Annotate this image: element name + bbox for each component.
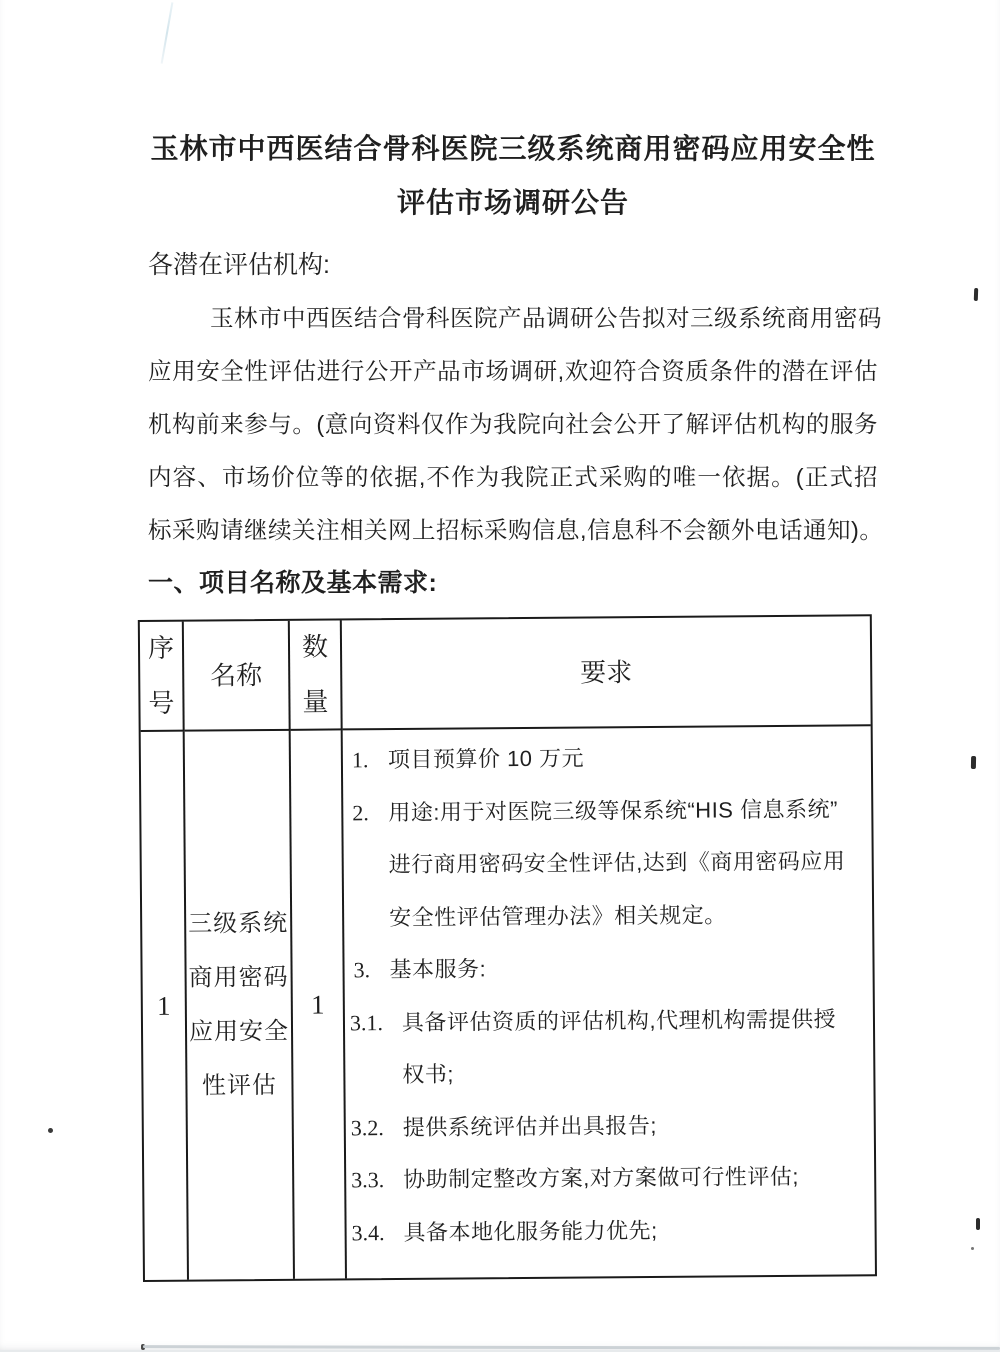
table-header-requirements: 要求 <box>342 616 871 730</box>
requirement-marker: 3.3. <box>351 1167 385 1193</box>
requirement-text: 提供系统评估并出具报告; <box>402 1112 658 1140</box>
requirement-text: 具备本地化服务能力优先; <box>403 1217 658 1245</box>
scan-speck <box>48 1128 53 1133</box>
title-line-1: 玉林市中西医结合骨科医院三级系统商用密码应用安全性 <box>150 133 876 164</box>
requirement-marker: 1. <box>351 747 369 773</box>
salutation: 各潜在评估机构: <box>148 251 330 279</box>
requirement-marker: 3.2. <box>350 1114 384 1140</box>
name-line: 应用安全 <box>188 1017 290 1046</box>
paragraph-line: 机构前来参与。(意向资料仅作为我院向社会公开了解评估机构的服务 <box>148 411 878 437</box>
requirement-marker: 3.1. <box>349 1009 384 1035</box>
requirement-item-2 <box>348 783 870 945</box>
section-heading: 一、项目名称及基本需求: <box>148 569 438 597</box>
title-line-2: 评估市场调研公告 <box>396 187 629 218</box>
requirement-text: 具备评估资质的评估机构,代理机构需提供授 <box>401 1006 837 1035</box>
scan-speck <box>974 288 978 301</box>
table-cell-quantity: 1 <box>291 730 347 1278</box>
requirement-marker: 3. <box>353 957 371 983</box>
requirement-item-3-3 <box>351 1150 872 1207</box>
scan-speck <box>976 1218 980 1230</box>
requirements-table <box>138 614 877 1282</box>
requirement-text: 项目预算价 10 万元 <box>387 745 585 773</box>
requirement-text: 进行商用密码安全性评估,达到《商用密码应用 <box>388 848 846 878</box>
document-title <box>148 122 878 230</box>
table-cell-index: 1 <box>141 732 189 1280</box>
requirement-item-3-4 <box>351 1203 872 1260</box>
paragraph-line: 玉林市中西医结合骨科医院产品调研公告拟对三级系统商用密码 <box>210 305 882 331</box>
requirement-text: 基本服务: <box>389 956 487 983</box>
requirement-item-3-1 <box>350 993 872 1102</box>
name-line: 商用密码 <box>188 963 289 992</box>
table-cell-name <box>185 731 295 1280</box>
scan-speck <box>971 1247 974 1250</box>
table-header-name: 名称 <box>184 621 291 732</box>
requirement-marker: 3.4. <box>351 1219 385 1245</box>
table-header-quantity: 数量 <box>290 620 343 730</box>
table-cell-requirements <box>343 726 875 1278</box>
requirement-item-1 <box>348 730 869 787</box>
scan-speck <box>971 756 976 769</box>
paragraph-line: 内容、市场价位等的依据,不作为我院正式采购的唯一依据。(正式招 <box>148 464 878 490</box>
intro-paragraph <box>148 292 884 557</box>
name-line: 性评估 <box>201 1071 278 1100</box>
requirement-marker: 2. <box>352 799 369 825</box>
requirement-text: 安全性评估管理办法》相关规定。 <box>389 901 727 930</box>
table-header-index: 序号 <box>140 622 185 732</box>
requirement-item-3-2 <box>351 1098 872 1155</box>
paragraph-line: 标采购请继续关注相关网上招标采购信息,信息科不会额外电话通知)。 <box>148 517 884 543</box>
requirement-text: 用途:用于对医院三级等保系统“HIS 信息系统” <box>388 796 838 825</box>
requirement-text: 权书; <box>402 1061 455 1087</box>
requirement-item-3 <box>349 940 870 997</box>
paragraph-line: 应用安全性评估进行公开产品市场调研,欢迎符合资质条件的潜在评估 <box>148 358 878 384</box>
requirement-text: 协助制定整改方案,对方案做可行性评估; <box>403 1163 800 1192</box>
document-content <box>147 0 884 1282</box>
name-line: 三级系统 <box>188 909 289 938</box>
